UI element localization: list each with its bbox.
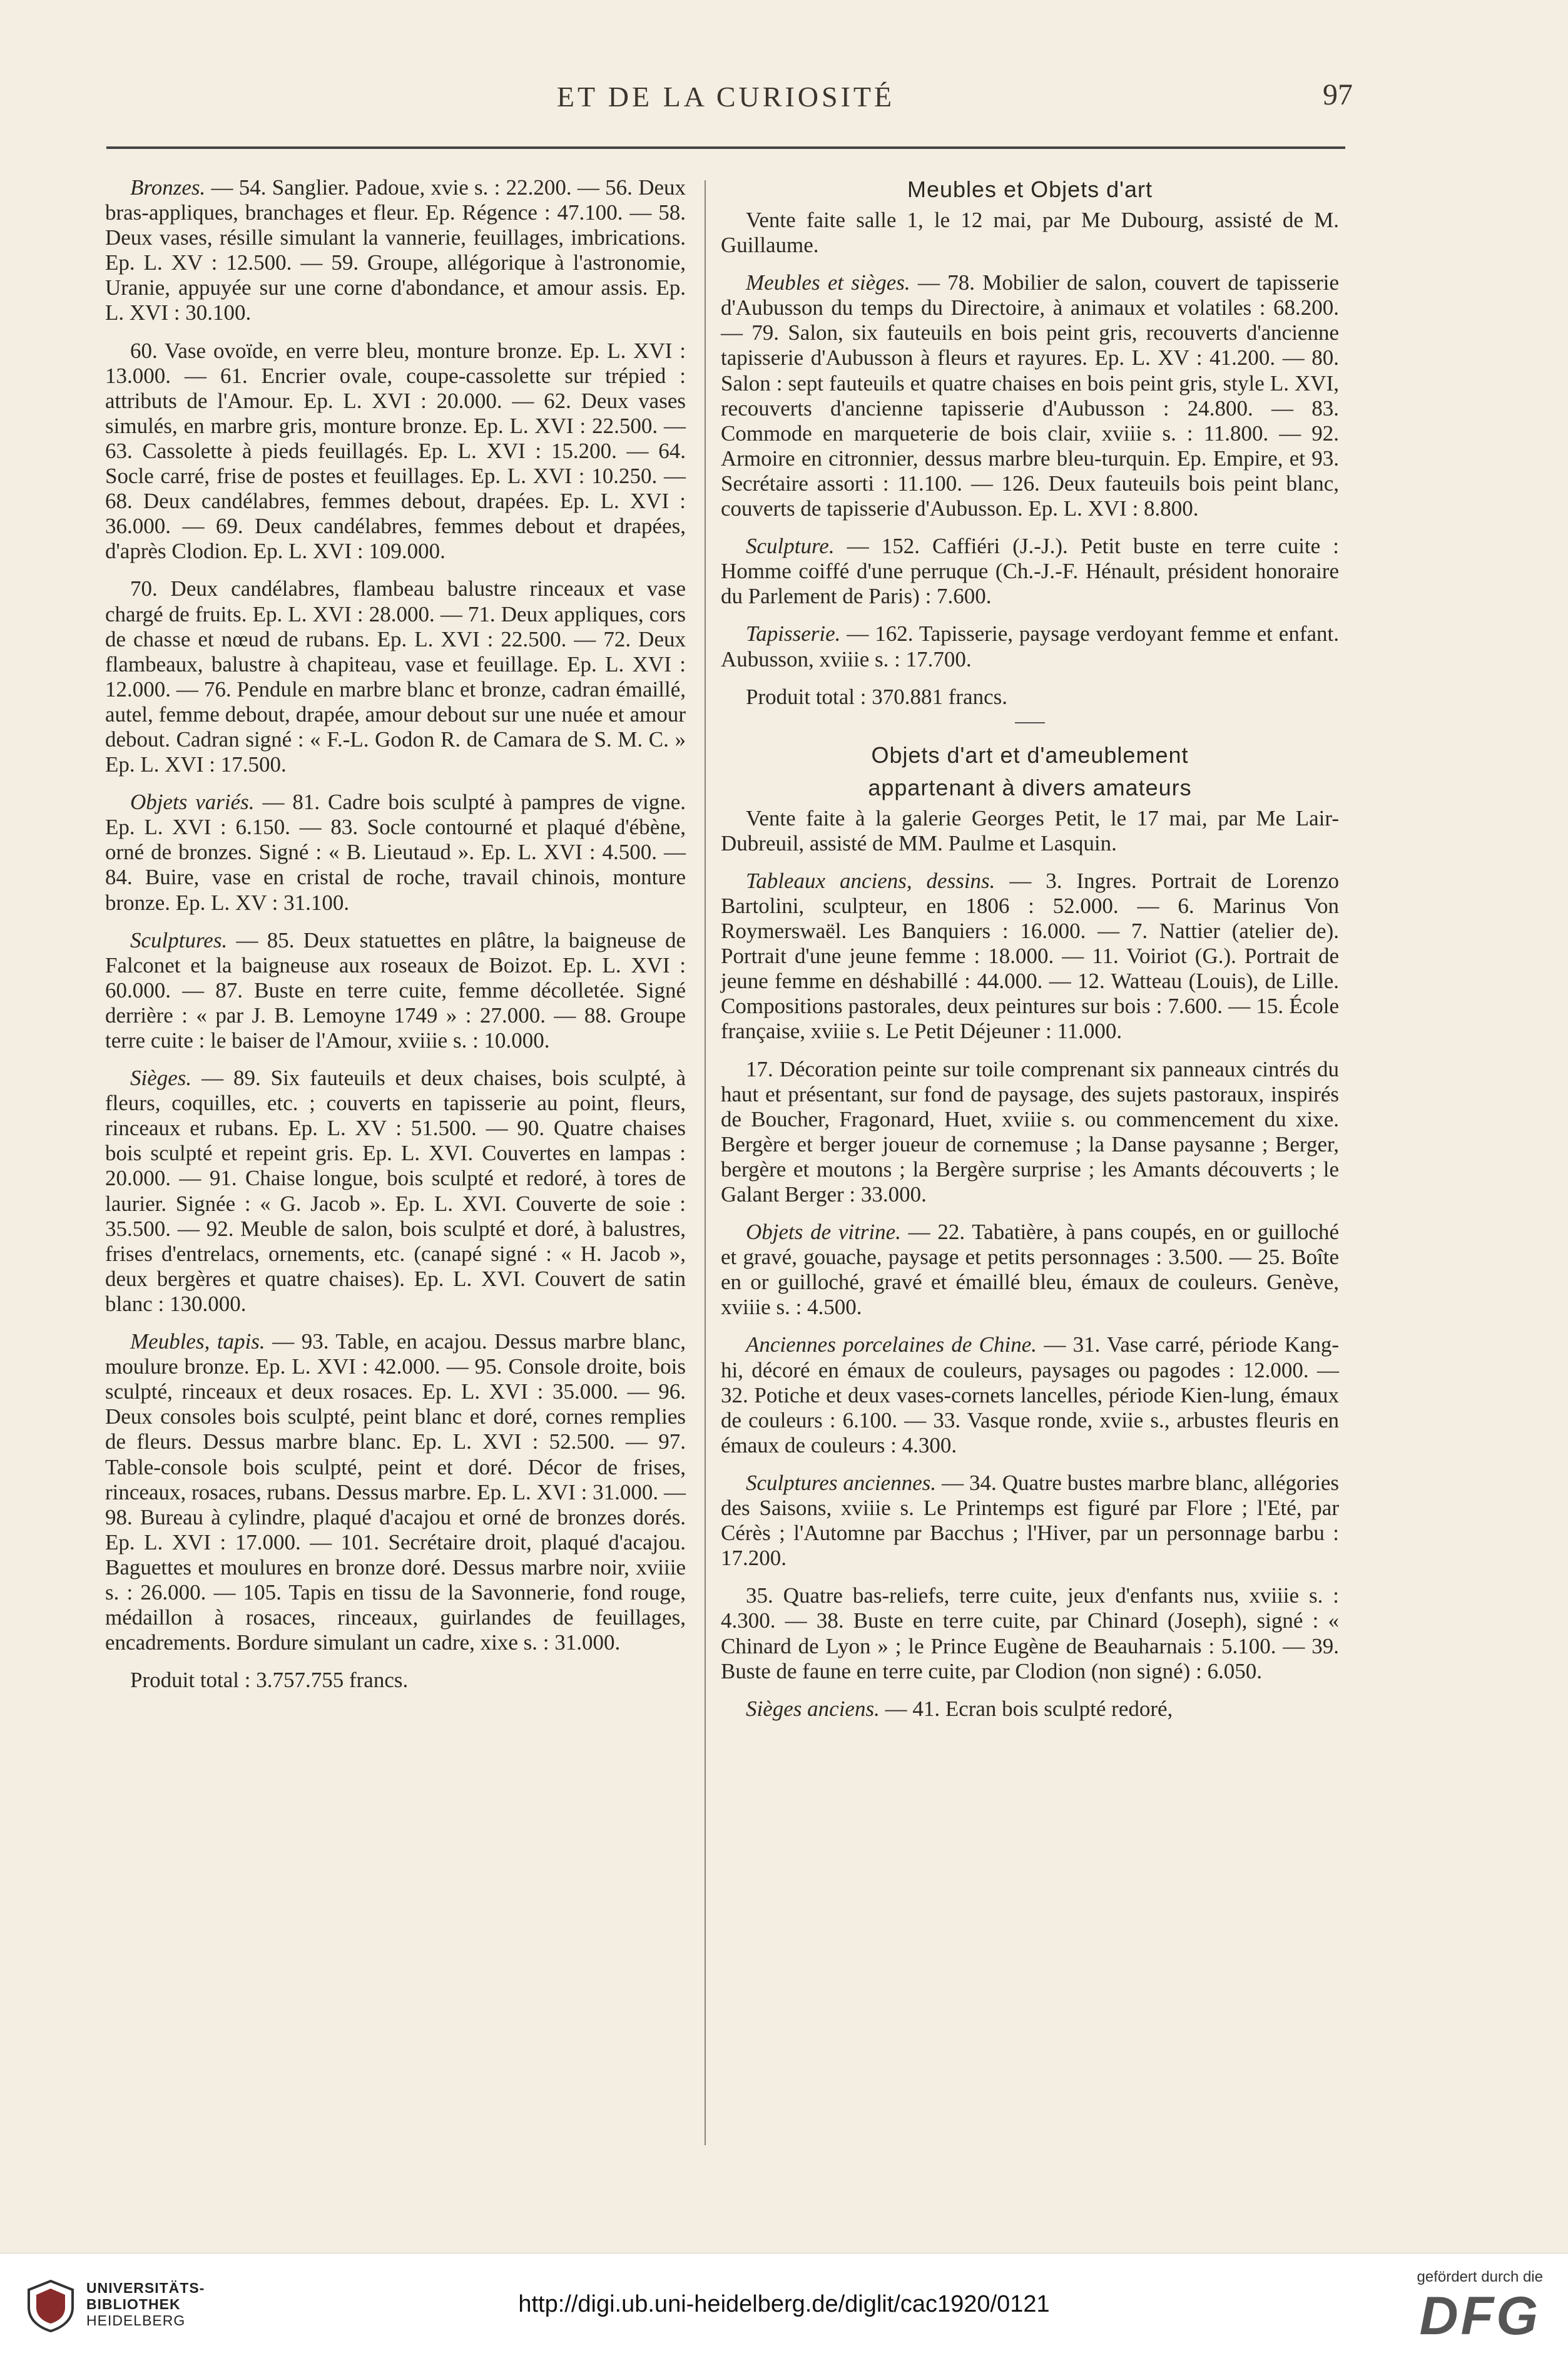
paragraph-bronzes: Bronzes. — 54. Sanglier. Padoue, xvie s. : 22.200. — 56. Deux bras-appliques, branchages et fleur. Ep. Régence : 47.100. — 58. Deux vases, résille simulant la vannerie, feuillages, imbrications. Ep. L. XV : 12.500. — 59. Groupe, allégorique à l'astronomie, Uranie, appuyée sur une corne d'abondance, et amour assis. Ep. L. XVI : 30.100. bbox=[105, 175, 686, 325]
paragraph-sculptures-anciennes: Sculptures anciennes. — 34. Quatre bustes marbre blanc, allégories des Saisons, xviiie s. Le Printemps est figuré par Flore ; l'Eté, par Cérès ; l'Automne par Bacchus ; l'Hiver, par un personnage barbu : 17.200. bbox=[721, 1470, 1339, 1571]
right-column bbox=[721, 175, 1339, 1734]
paragraph-tableaux: Tableaux anciens, dessins. — 3. Ingres. Portrait de Lorenzo Bartolini, sculpteur, en 1806 : 52.000. — 6. Marinus Von Roymerswaël. Les Banquiers : 16.000. — 7. Nattier (atelier de). Portrait d'une jeune femme : 18.000. — 11. Voiriot (G.). Portrait de jeune femme en déshabillé : 44.000. — 12. Watteau (Louis), de Lille. Compositions pastorales, deux peintures sur bois : 7.600. — 15. École française, xviiie s. Le Petit Déjeuner : 11.000. bbox=[721, 868, 1339, 1044]
paragraph-porcelaines: Anciennes porcelaines de Chine. — 31. Vase carré, période Kang-hi, décoré en émaux de couleurs, paysages ou pagodes : 12.000. — 32. Potiche et deux vases-cornets lancelles, période Kien-lung, émaux de couleurs : 6.100. — 33. Vasque ronde, xviie s., arbustes fleuris en émaux de couleurs : 4.300. bbox=[721, 1332, 1339, 1457]
left-column bbox=[105, 175, 686, 1705]
page-number: 97 bbox=[1323, 78, 1353, 111]
paragraph-vente-galerie: Vente faite à la galerie Georges Petit, le 17 mai, par Me Lair-Dubreuil, assisté de MM. Paulme et Lasquin. bbox=[721, 805, 1339, 855]
section-title-meubles: Meubles et Objets d'art bbox=[907, 176, 1153, 202]
paragraph-meubles-tapis: Meubles, tapis. — 93. Table, en acajou. Dessus marbre blanc, moulure bronze. Ep. L. XVI : 42.000. — 95. Console droite, bois sculpté, rinceaux et deux rosaces. Ep. L. XVI : 35.000. — 96. Deux consoles bois sculpté, peint blanc et doré, cornes remplies de fleurs. Dessus marbre blanc. Ep. L. XVI : 52.500. — 97. Table-console bois sculpté, peint et doré. Décor de frises, rinceaux, rosaces, rubans. Dessus marbre. Ep. L. XVI : 31.000. — 98. Bureau à cylindre, plaqué d'acajou et orné de bronzes dorés. Ep. L. XVI : 17.000. — 101. Secrétaire droit, plaqué d'acajou. Baguettes et moulures en bronze doré. Dessus marbre noir, xviiie s. : 26.000. — 105. Tapis en tissu de la Savonnerie, fond rouge, médaillon à rosaces, rinceaux, guirlandes de feuillages, encadrements. Bordure simulant un cadre, xixe s. : 31.000. bbox=[105, 1329, 686, 1655]
paragraph-produit-total: Produit total : 3.757.755 francs. bbox=[130, 1668, 409, 1693]
paragraph-sculptures: Sculptures. — 85. Deux statuettes en plâtre, la baigneuse de Falconet et la baigneuse aux roseaux de Boizot. Ep. L. XVI : 60.000. — 87. Buste en terre cuite, femme décolletée. Signé derrière : « par J. B. Lemoyne 1749 » : 27.000. — 88. Groupe terre cuite : le baiser de l'Amour, xviiie s. : 10.000. bbox=[105, 927, 686, 1053]
paragraph-sieges-anciens: Sièges anciens. — 41. Ecran bois sculpté redoré, bbox=[746, 1696, 1173, 1721]
paragraph-lot-35: 35. Quatre bas-reliefs, terre cuite, jeux d'enfants nus, xviiie s. : 4.300. — 38. Buste en terre cuite, par Chinard (Joseph), signé : « Chinard de Lyon » ; le Prince Eugène de Beauharnais : 5.100. — 39. Buste de faune en terre cuite, par Clodion (non signé) : 6.050. bbox=[721, 1583, 1339, 1683]
institution-name: UNIVERSITÄTS- BIBLIOTHEK HEIDELBERG bbox=[86, 2280, 205, 2329]
paragraph-sculpture: Sculpture. — 152. Caffiéri (J.-J.). Petit buste en terre cuite : Homme coiffé d'une perruque (Ch.-J.-F. Hénault, président honoraire du Parlement de Paris) : 7.600. bbox=[721, 534, 1339, 609]
paragraph-objets-vitrine: Objets de vitrine. — 22. Tabatière, à pans coupés, en or guilloché et gravé, gouache, paysage et petits personnages : 3.500. — 25. Boîte en or guilloché, gravé et émaillé bleu, émaux de couleurs. Genève, xviiie s. : 4.500. bbox=[721, 1220, 1340, 1320]
page-header bbox=[106, 74, 1353, 130]
footer-bar bbox=[0, 2253, 1568, 2363]
sponsor-block bbox=[1417, 2269, 1543, 2346]
paragraph-tapisserie: Tapisserie. — 162. Tapisserie, paysage verdoyant femme et enfant. Aubusson, xviiie s. : 17.700. bbox=[721, 621, 1339, 671]
paragraph-meubles-sieges: Meubles et sièges. — 78. Mobilier de salon, couvert de tapisserie d'Aubusson du temps du Directoire, à animaux et volatiles : 68.200. — 79. Salon, six fauteuils en bois peint gris, recouverts d'ancienne tapisserie d'Aubusson à fleurs et rayures. Ep. L. XV : 41.200. — 80. Salon : sept fauteuils et quatre chaises en bois peint gris, style L. XVI, recouverts d'ancienne tapisserie d'Aubusson : 24.800. — 83. Commode en marqueterie de bois clair, xviiie s. : 11.800. — 92. Armoire en citronnier, dessus marbre bleu-turquin. Ep. Empire, et 93. Secrétaire assorti : 11.100. — 126. Deux fauteuils bois peint blanc, couverts de tapisserie d'Aubusson. Ep. L. XVI : 8.800. bbox=[721, 270, 1339, 521]
paragraph-lot-60: 60. Vase ovoïde, en verre bleu, monture bronze. Ep. L. XVI : 13.000. — 61. Encrier ovale, coupe-cassolette sur trépied : attributs de l'Amour. Ep. L. XVI : 20.000. — 62. Deux vases simulés, en marbre gris, monture bronze. Ep. L. XVI : 22.500. — 63. Cassolette à pieds feuillagés. Ep. L. XVI : 15.200. — 64. Socle carré, frise de postes et feuillages. Ep. L. XVI : 10.250. — 68. Deux candélabres, femmes debout, drapées. Ep. L. XVI : 36.000. — 69. Deux candélabres, femmes debout et drapées, d'après Clodion. Ep. L. XVI : 109.000. bbox=[105, 338, 686, 564]
section-title-objets-line2: appartenant à divers amateurs bbox=[868, 774, 1192, 800]
paragraph-lot-70: 70. Deux candélabres, flambeau balustre rinceaux et vase chargé de fruits. Ep. L. XVI : 28.000. — 71. Deux appliques, cors de chasse et nœud de rubans. Ep. L. XVI : 22.500. — 72. Deux flambeaux, balustre à chapiteau, vase et feuillage. Ep. L. XVI : 12.000. — 76. Pendule en marbre blanc et bronze, cadran émaillé, autel, femme debout, drapée, amour debout sur une nuée et amour debout. Cadran signé : « F.-L. Godon R. de Camara de S. M. C. » Ep. L. XVI : 17.500. bbox=[105, 576, 686, 777]
sponsor-note: gefördert durch die bbox=[1417, 2269, 1543, 2285]
section-separator bbox=[1015, 722, 1045, 723]
section-title-objets-line1: Objets d'art et d'ameublement bbox=[871, 742, 1189, 768]
dfg-logo: DFG bbox=[1419, 2286, 1541, 2346]
paragraph-produit-total-2: Produit total : 370.881 francs. bbox=[746, 684, 1008, 709]
paragraph-vente-salle-1: Vente faite salle 1, le 12 mai, par Me Dubourg, assisté de M. Guillaume. bbox=[721, 208, 1339, 258]
header-rule bbox=[106, 146, 1345, 149]
running-title: ET DE LA CURIOSITÉ bbox=[556, 81, 895, 113]
permalink-url[interactable]: http://digi.ub.uni-heidelberg.de/diglit/cac1920/0121 bbox=[518, 2291, 1050, 2317]
paragraph-sieges: Sièges. — 89. Six fauteuils et deux chaises, bois sculpté, à fleurs, coquilles, etc. ; couverts en tapisserie au point, fleurs, rinceaux et rubans. Ep. L. XV : 51.500. — 90. Quatre chaises bois sculpté et repeint gris. Ep. L. XVI. Couvertes en lampas : 20.000. — 91. Chaise longue, bois sculpté et redoré, à tores de laurier. Signée : « G. Jacob ». Ep. L. XVI. Couverte de soie : 35.500. — 92. Meuble de salon, bois sculpté et doré, à balustres, frises d'entrelacs, ornements, etc. (canapé signé : « H. Jacob », deux bergères et quatre chaises). Ep. L. XVI. Couvert de satin blanc : 130.000. bbox=[105, 1066, 686, 1316]
paragraph-lot-17: 17. Décoration peinte sur toile comprenant six panneaux cintrés du haut et présentant, sur fond de paysage, des sujets pastoraux, inspirés de Boucher, Fragonard, Huet, xviiie s. ou commencement du xixe. Bergère et berger joueur de cornemuse ; la Danse paysanne ; Berger, bergère et moutons ; la Bergère surprise ; les Amants découverts ; le Galant Berger : 33.000. bbox=[721, 1056, 1339, 1207]
column-divider bbox=[705, 180, 706, 2145]
paragraph-objets-varies: Objets variés. — 81. Cadre bois sculpté à pampres de vigne. Ep. L. XVI : 6.150. — 83. Socle contourné et plaqué d'ébène, orné de bronzes. Signé : « B. Lieutaud ». Ep. L. XVI : 4.500. — 84. Buire, vase en cristal de roche, travail chinois, monture bronze. Ep. L. XV : 31.100. bbox=[105, 790, 686, 915]
